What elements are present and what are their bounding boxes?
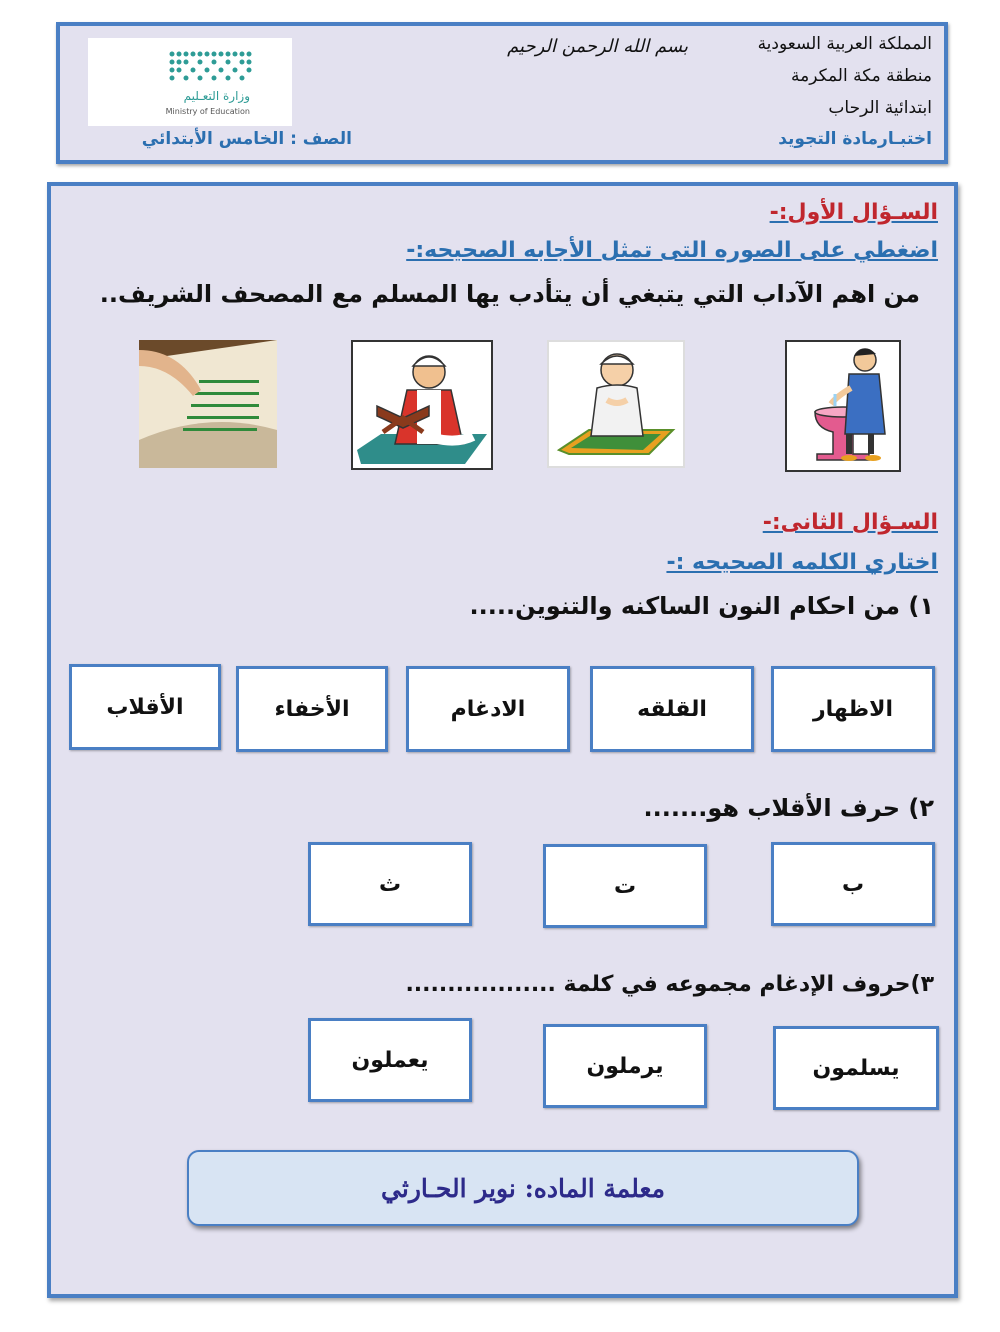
- item2-text: ٢) حرف الأقلاب هو.......: [643, 794, 934, 822]
- basmala: بسم الله الرحمن الرحيم: [507, 36, 688, 57]
- question1-instruction: اضغطي على الصوره التى تمثل الأجابه الصحيحه:-: [406, 238, 938, 263]
- logo-english: Ministry of Education: [165, 107, 250, 116]
- question2-title: السـؤال الثانى:-: [762, 510, 938, 535]
- option-ta-button[interactable]: ت: [543, 844, 707, 928]
- question2-instruction: اختاري الكلمه الصحيحه :-: [666, 550, 938, 575]
- main-panel: [47, 182, 958, 1298]
- option-qalqala-button[interactable]: القلقه: [590, 666, 754, 752]
- question1-title: السـؤال الأول:-: [769, 200, 938, 225]
- country-label: المملكة العربية السعودية: [757, 34, 932, 54]
- logo-arabic: وزارة التعـليم: [183, 89, 250, 103]
- item3-text: ٣)حروف الإدغام مجموعه في كلمة ..................: [405, 972, 934, 997]
- ministry-logo: [88, 38, 292, 126]
- option-yarmalun-button[interactable]: يرملون: [543, 1024, 707, 1108]
- grade-label: الصف : الخامس الأبتدائي: [141, 129, 352, 149]
- option-tha-button[interactable]: ث: [308, 842, 472, 926]
- reading-boy-icon: [353, 342, 491, 468]
- region-label: منطقة مكة المكرمة: [790, 66, 932, 86]
- quran-pages-image[interactable]: [139, 340, 277, 468]
- exam-title: اختبـارمادة التجويد: [778, 129, 932, 149]
- praying-boy-icon: [549, 342, 683, 466]
- ministry-logo-icon: [88, 38, 292, 126]
- option-yaslamun-button[interactable]: يسلمون: [773, 1026, 939, 1110]
- option-iqlab-button[interactable]: الأقلاب: [69, 664, 221, 750]
- quran-pages-icon: [139, 340, 277, 468]
- teacher-banner: [187, 1150, 859, 1226]
- school-label: ابتدائية الرحاب: [828, 98, 932, 118]
- question1-text: من اهم الآداب التي يتبغي أن يتأدب يها المسلم مع المصحف الشريف..: [99, 280, 920, 308]
- praying-boy-image[interactable]: [547, 340, 685, 468]
- option-izhar-button[interactable]: الاظهار: [771, 666, 935, 752]
- boy-reading-quran-image[interactable]: [351, 340, 493, 470]
- wudu-image[interactable]: [785, 340, 901, 472]
- wudu-icon: [787, 342, 899, 470]
- option-ikhfa-button[interactable]: الأخفاء: [236, 666, 388, 752]
- option-yamalun-button[interactable]: يعملون: [308, 1018, 472, 1102]
- teacher-name: معلمة الماده: نوير الحـارثي: [381, 1173, 665, 1203]
- option-ba-button[interactable]: ب: [771, 842, 935, 926]
- option-idgham-button[interactable]: الادغام: [406, 666, 570, 752]
- item1-text: ١) من احكام النون الساكنه والتنوين.....: [469, 592, 934, 620]
- header-panel: [56, 22, 948, 164]
